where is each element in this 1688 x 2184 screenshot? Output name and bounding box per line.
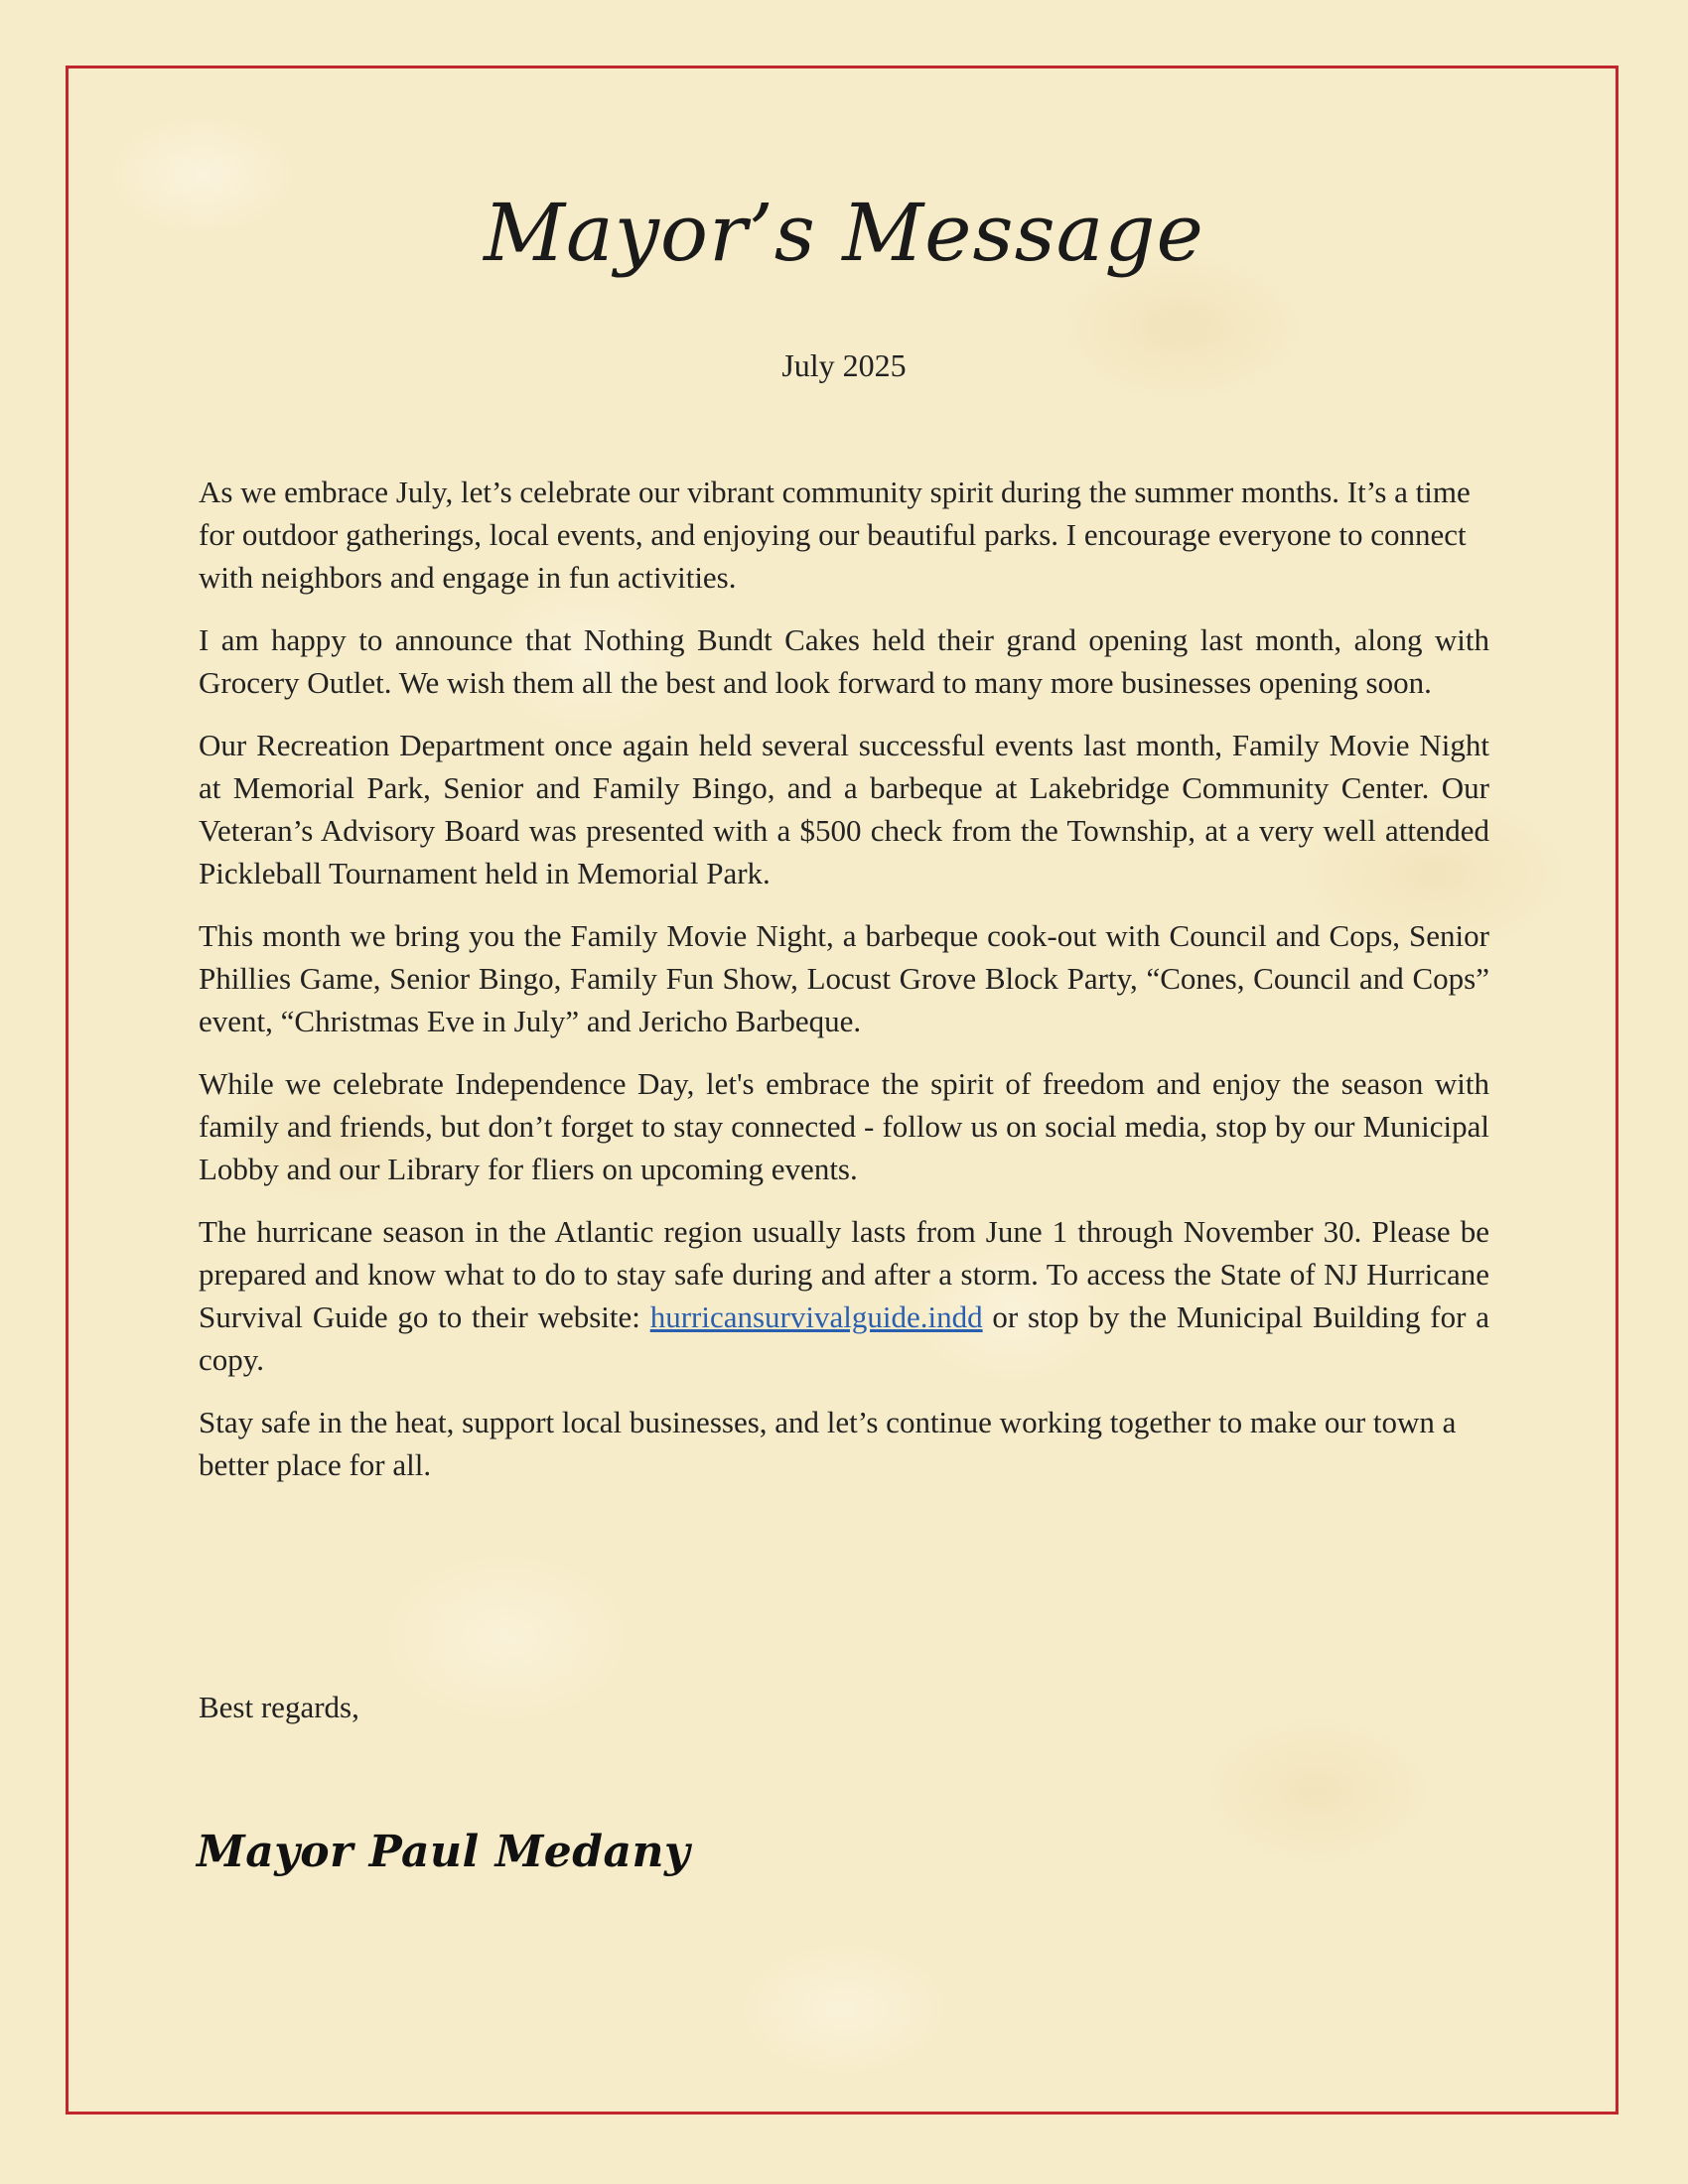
paragraph-intro: As we embrace July, let’s celebrate our vibrant community spirit during the summer months. It’s a time for outdoor gatherings, local events, and enjoying our beautiful parks. I encourage everyone to connect with neighbors and engage in fun activities. <box>199 475 1471 595</box>
hurricane-text-after: or stop by the Municipal Building for a copy. <box>199 1299 1489 1377</box>
paragraph-independence-day: While we celebrate Independence Day, let's embrace the spirit of freedom and enjoy the season with family and friends, but don’t forget to stay connected - follow us on social media, stop by our Municipal Lobby and our Library for fliers on upcoming events. <box>199 1066 1489 1186</box>
mayor-signature: Mayor Paul Medany <box>197 1827 691 1877</box>
message-date: July 2025 <box>781 347 907 383</box>
message-body <box>199 471 1489 1506</box>
hurricane-guide-link[interactable]: hurricansurvivalguide.indd <box>649 1299 983 1334</box>
paragraph-closing-note: Stay safe in the heat, support local businesses, and let’s continue working together to make our town a better place for all. <box>199 1405 1457 1482</box>
paragraph-businesses: I am happy to announce that Nothing Bundt Cakes held their grand opening last month, along with Grocery Outlet. We wish them all the best and look forward to many more businesses opening soon. <box>199 622 1489 700</box>
page-title: Mayor’s Message <box>484 187 1204 279</box>
salutation: Best regards, <box>199 1690 359 1724</box>
paragraph-hurricane <box>199 1210 1489 1381</box>
paragraph-events: This month we bring you the Family Movie Night, a barbeque cook-out with Council and Cops, Senior Phillies Game, Senior Bingo, Family Fun Show, Locust Grove Block Party, “Cones, Council and Cops” event, “Christmas Eve in July” and Jericho Barbeque. <box>199 918 1489 1038</box>
paragraph-recreation: Our Recreation Department once again held several successful events last month, Family Movie Night at Memorial Park, Senior and Family Bingo, and a barbeque at Lakebridge Community Center. Our Veteran’s Advisory Board was presented with a $500 check from the Township, at a very well attended Pickleball Tournament held in Memorial Park. <box>199 728 1489 890</box>
hurricane-text-before: The hurricane season in the Atlantic region usually lasts from June 1 through November 30. Please be prepared and know what to do to stay safe during and after a storm. To access the State of NJ Hurricane Survival Guide go to their website: <box>199 1214 1489 1334</box>
